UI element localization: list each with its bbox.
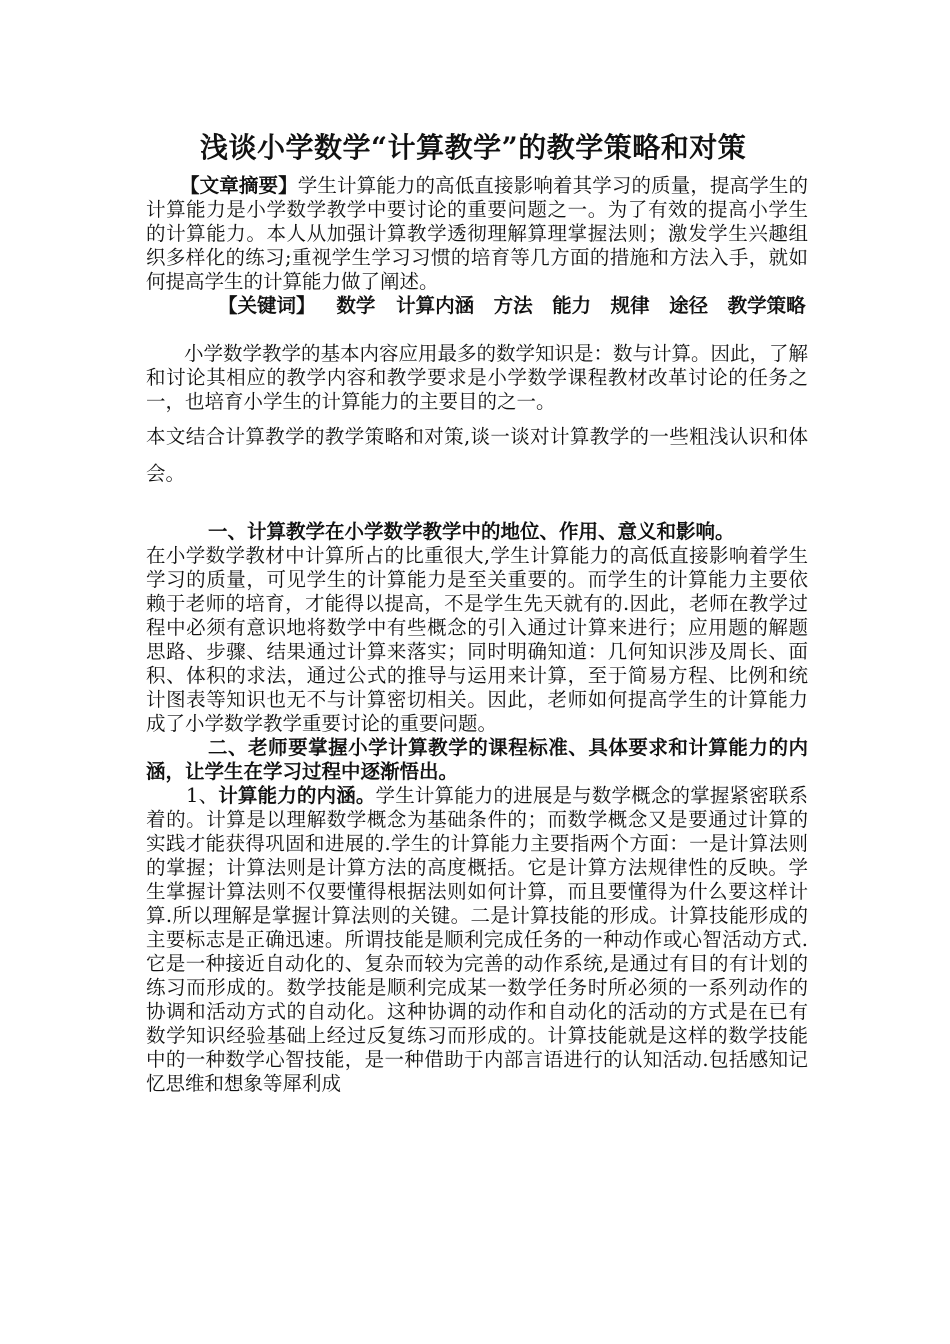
abstract-paragraph (146, 174, 808, 294)
abstract-text: 学生计算能力的高低直接影响着其学习的质量，提高学生的计算能力是小学数学教学中要讨论的重要问题之一。为了有效的提高小学生的计算能力。本人从加强计算教学透彻理解算理掌握法则；激发学生兴趣组织多样化的练习;重视学生学习习惯的培育等几方面的措施和方法入手，就如何提高学生的计算能力做了阐述。 (146, 174, 808, 293)
keywords-label: 【关键词】 (218, 294, 316, 317)
intro-paragraph-2: 本文结合计算教学的教学策略和对策,谈一谈对计算教学的一些粗浅认识和体会。 (146, 425, 808, 485)
section-1-heading: 一、计算教学在小学数学教学中的地位、作用、意义和影响。 (208, 520, 735, 543)
keywords-paragraph (146, 294, 808, 318)
subsection-1-paragraph (146, 784, 808, 1096)
subsection-1-heading: 计算能力的内涵。 (218, 784, 376, 807)
keywords-text: 数学 计算内涵 方法 能力 规律 途径 教学策略 (336, 294, 806, 317)
section-1-body: 在小学数学教材中计算所占的比重很大,学生计算能力的高低直接影响着学生学习的质量，可见学生的计算能力是至关重要的。而学生的计算能力主要依赖于老师的培育，才能得以提高，不是学生先天就有的.因此，老师在教学过程中必须有意识地将数学中有些概念的引入通过计算来进行；应用题的解题思路、步骤、结果通过计算来落实；同时明确知道：几何知识涉及周长、面积、体积的求法，通过公式的推导与运用来计算，至于简易方程、比例和统计图表等知识也无不与计算密切相关。因此，老师如何提高学生的计算能力成了小学数学教学重要讨论的重要问题。 (146, 544, 808, 735)
intro-paragraph: 小学数学教学的基本内容应用最多的数学知识是：数与计算。因此，了解和讨论其相应的教学内容和教学要求是小学数学课程教材改革讨论的任务之一，也培育小学生的计算能力的主要目的之一。 (146, 342, 809, 413)
subsection-1-number: 1、 (186, 784, 219, 807)
section-2-heading: 二、老师要掌握小学计算教学的课程标准、具体要求和计算能力的内涵，让学生在学习过程中逐渐悟出。 (146, 736, 808, 783)
document-title: 浅谈小学数学“计算教学”的教学策略和对策 (200, 131, 747, 164)
document-body (146, 128, 808, 1096)
abstract-label: 【文章摘要】 (180, 174, 298, 197)
subsection-1-body: 学生计算能力的进展是与数学概念的掌握紧密联系着的。计算是以理解数学概念为基础条件的；而数学概念又是要通过计算的实践才能获得巩固和进展的.学生的计算能力主要指两个方面：一是计算法则的掌握；计算法则是计算方法的高度概括。它是计算方法规律性的反映。学生掌握计算法则不仅要懂得根据法则如何计算，而且要懂得为什么要这样计算.所以理解是掌握计算法则的关键。二是计算技能的形成。计算技能形成的主要标志是正确迅速。所谓技能是顺利完成任务的一种动作或心智活动方式.它是一种接近自动化的、复杂而较为完善的动作系统,是通过有目的有计划的练习而形成的。数学技能是顺利完成某一数学任务时所必须的一系列动作的协调和活动方式的自动化。这种协调的动作和自动化的活动的方式是在已有数学知识经验基础上经过反复练习而形成的。计算技能就是这样的数学技能中的一种数学心智技能，是一种借助于内部言语进行的认知活动.包括感知记忆思维和想象等犀利成 (146, 784, 808, 1095)
